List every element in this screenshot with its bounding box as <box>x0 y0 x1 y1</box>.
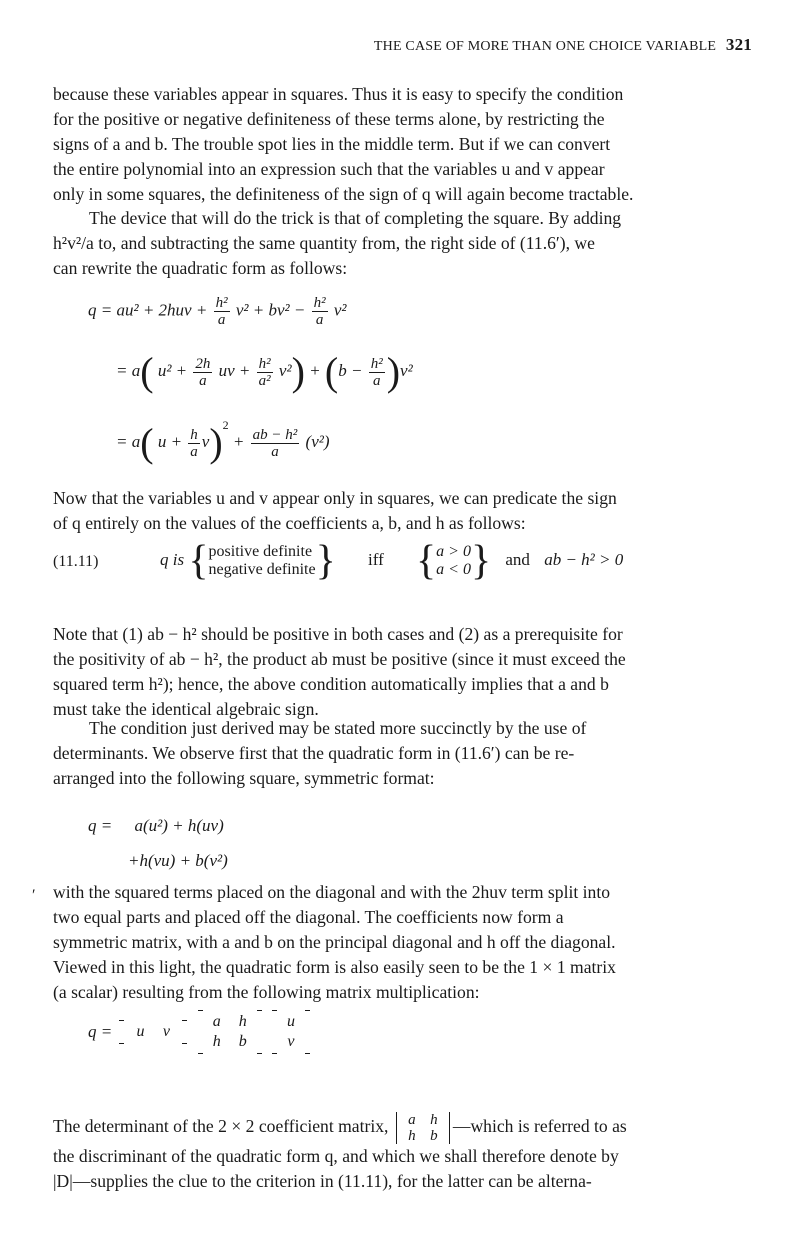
text-line: must take the identical algebraic sign. <box>53 699 319 719</box>
fraction: $\frac{\text{h²}}{a}$ <box>215 295 228 328</box>
text-line: the positivity of ab − h², the product ab must be positive (since it must exceed the <box>53 649 626 669</box>
text-line: The condition just derived may be stated more succinctly by the use of <box>89 718 587 738</box>
fraction: $\frac{\text{ab − h²}}{a}$ <box>252 426 298 460</box>
eq-term: + <box>309 360 321 380</box>
right-brace: } <box>315 538 336 584</box>
text-line: for the positive or negative definiteness of these terms alone, by restricting the <box>53 109 605 129</box>
eq-equals: = <box>116 360 128 380</box>
eq-term: u² + <box>157 360 188 380</box>
equation-symmetric-format-row2 <box>128 851 228 871</box>
paragraph-2 <box>53 206 750 281</box>
eq-term: (v²) <box>305 432 330 451</box>
equation-complete-square-line3 <box>116 418 330 466</box>
right-paren: ) <box>209 420 223 466</box>
equation-symmetric-format-row1 <box>88 816 224 836</box>
text-line: can rewrite the quadratic form as follows: <box>53 258 348 278</box>
fraction: $\frac{\text{h²}}{a}$ <box>313 295 326 328</box>
column-vector: u v <box>272 1010 310 1054</box>
fraction: $\frac{2h}{a}$ <box>195 355 211 389</box>
fraction: $\frac{h}{a}$ <box>190 426 198 460</box>
paragraph-1 <box>53 82 750 207</box>
text-line: with the squared terms placed on the diagonal and with the 2huv term split into <box>53 882 611 902</box>
eq-term: + <box>232 432 245 451</box>
iff-text: iff <box>368 549 384 569</box>
running-head <box>374 35 752 55</box>
eq-lhs: q = <box>88 1022 113 1041</box>
text-span: —which is referred to as <box>452 1116 627 1137</box>
definiteness-cases: positive definite negative definite <box>208 543 316 578</box>
right-paren: ) <box>291 349 305 394</box>
text-line: Note that (1) ab − h² should be positive in both cases and (2) as a prerequisite for <box>53 624 623 644</box>
exponent: 2 <box>222 418 229 432</box>
text-line: only in some squares, the definiteness of the sign of q will again become tractable. <box>53 184 634 204</box>
eq-term: v² <box>400 360 413 380</box>
left-paren: ( <box>140 420 154 466</box>
text-line: Now that the variables u and v appear only in squares, we can predicate the sign <box>53 488 617 508</box>
text-line <box>53 1112 750 1144</box>
eq-term: q is <box>160 549 185 569</box>
and-text: and <box>505 549 530 569</box>
paragraph-5 <box>53 716 750 791</box>
text-line: squared term h²); hence, the above condition automatically implies that a and b <box>53 674 609 694</box>
eq-term: au² + 2huv + <box>116 300 208 320</box>
text-line: Viewed in this light, the quadratic form is also easily seen to be the 1 × 1 matrix <box>53 957 616 977</box>
eq-lhs: q = <box>88 816 113 835</box>
eq-term: a(u²) + h(uv) <box>134 816 224 835</box>
text-line: the discriminant of the quadratic form q, and which we shall therefore denote by <box>53 1146 619 1166</box>
text-line: because these variables appear in squares. Thus it is easy to specify the condition <box>53 84 624 104</box>
eq-term: +h(vu) + b(v²) <box>128 851 228 870</box>
equation-11-11 <box>160 540 623 582</box>
paragraph-6 <box>53 880 750 1005</box>
eq-lhs: q = <box>88 300 113 320</box>
eq-equals: = <box>116 432 128 451</box>
text-line: symmetric matrix, with a and b on the principal diagonal and h off the diagonal. <box>53 932 616 952</box>
row-vector: u v <box>119 1020 187 1044</box>
sign-cases: a > 0 a < 0 <box>436 543 471 578</box>
eq-term: v² + bv² − <box>235 300 306 320</box>
coefficient-matrix: a h h b <box>198 1010 262 1054</box>
eq-term: v <box>201 432 210 451</box>
margin-mark: ′ <box>32 887 36 904</box>
eq-term: a <box>131 360 141 380</box>
paragraph-3 <box>53 486 750 536</box>
text-line: two equal parts and placed off the diagonal. The coefficients now form a <box>53 907 564 927</box>
determinant: a h h b <box>396 1112 450 1144</box>
running-title: THE CASE OF MORE THAN ONE CHOICE VARIABLE <box>373 39 717 54</box>
paragraph-7 <box>53 1112 750 1194</box>
equation-11-11-label: (11.11) <box>53 553 99 570</box>
text-line: of q entirely on the values of the coefficients a, b, and h as follows: <box>53 513 526 533</box>
eq-term: ab − h² > 0 <box>544 549 624 569</box>
text-line: determinants. We observe first that the quadratic form in (11.6′) can be re- <box>53 743 575 763</box>
paragraph-4 <box>53 622 750 722</box>
text-line: signs of a and b. The trouble spot lies in the middle term. But if we can convert <box>53 134 611 154</box>
right-brace: } <box>470 538 492 584</box>
text-line: arranged into the following square, symmetric format: <box>53 768 435 788</box>
text-line: h²v²/a to, and subtracting the same quantity from, the right side of (11.6′), we <box>53 233 595 253</box>
left-brace: { <box>188 538 209 584</box>
text-line: |D|—supplies the clue to the criterion in (11.11), for the latter can be alterna- <box>53 1171 592 1191</box>
eq-term: u + <box>157 432 183 451</box>
left-paren: ( <box>324 349 339 394</box>
left-paren: ( <box>140 349 154 394</box>
text-line: the entire polynomial into an expression such that the variables u and v appear <box>53 159 605 179</box>
fraction: $\frac{\text{h²}}{a}$ <box>370 355 383 389</box>
text-line: (a scalar) resulting from the following matrix multiplication: <box>53 982 480 1002</box>
equation-matrix-form <box>88 1010 313 1054</box>
eq-term: uv + <box>218 360 251 380</box>
text-span: The determinant of the 2 × 2 coefficient matrix, <box>53 1116 389 1137</box>
equation-complete-square-line1 <box>88 295 346 328</box>
eq-term: a <box>131 432 141 451</box>
text-line: The device that will do the trick is that of completing the square. By adding <box>89 208 622 228</box>
eq-term: v² <box>333 300 347 320</box>
page-number: 321 <box>725 35 752 54</box>
left-brace: { <box>416 538 437 584</box>
eq-term: v² <box>278 360 292 380</box>
eq-term: b − <box>338 360 363 380</box>
right-paren: ) <box>386 349 401 394</box>
fraction: $\frac{\text{h²}}{\text{a²}}$ <box>258 355 271 389</box>
equation-complete-square-line2 <box>116 349 413 394</box>
